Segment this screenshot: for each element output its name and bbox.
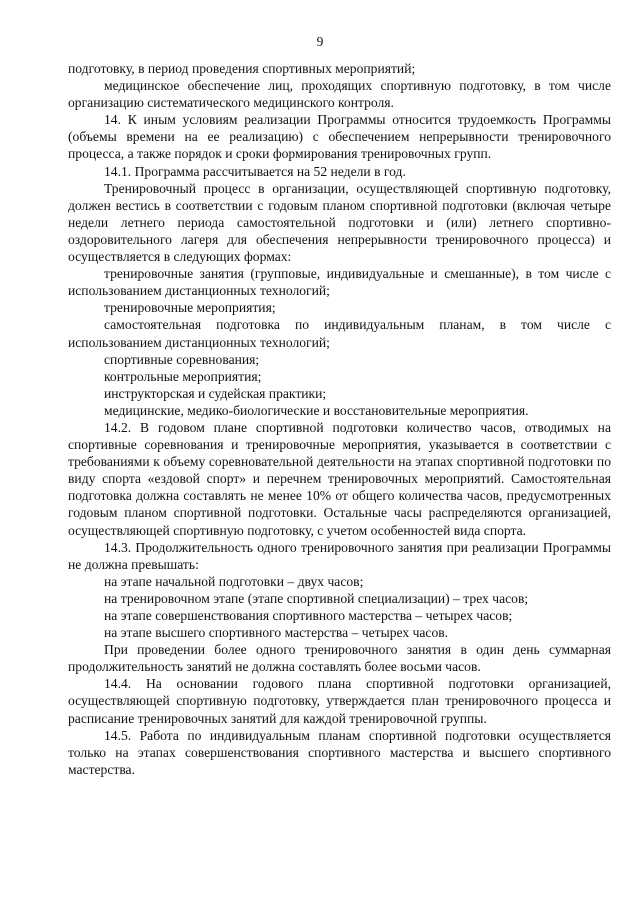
paragraph-14-4: 14.4. На основании годового плана спортивной подготовки организацией, осуществляющей спортивную подготовку, утверждается план тренировочного процесса и расписание тренировочных занятий для каждой тренировочной группы. xyxy=(68,676,611,726)
list-item-medical-events: медицинские, медико-биологические и восстановительные мероприятия. xyxy=(104,402,529,418)
paragraph-14: 14. К иным условиям реализации Программы относится трудоемкость Программы (объемы времени на ее реализацию) с обеспечением непрерывности тренировочного процесса, а также порядок и сроки формирования тренировочных групп. xyxy=(68,112,611,162)
paragraph-14-5: 14.5. Работа по индивидуальным планам спортивной подготовки осуществляется только на этапах совершенствования спортивного мастерства и высшего спортивного мастерства. xyxy=(68,727,611,777)
list-item-highest-stage: на этапе высшего спортивного мастерства – четырех часов. xyxy=(104,625,449,641)
paragraph-multiple-sessions: При проведении более одного тренировочного занятия в один день суммарная продолжительность занятий не должна составлять более восьми часов. xyxy=(68,642,611,675)
list-item-initial-stage: на этапе начальной подготовки – двух часов; xyxy=(104,573,364,589)
list-item-self-training: самостоятельная подготовка по индивидуальным планам, в том числе с использованием дистанционных технологий; xyxy=(68,317,611,350)
paragraph-14-1: 14.1. Программа рассчитывается на 52 недели в год. xyxy=(104,163,406,179)
page-number: 9 xyxy=(316,34,324,49)
paragraph-training-process: Тренировочный процесс в организации, осуществляющей спортивную подготовку, должен вестись в соответствии с годовым планом спортивной подготовки (включая четыре недели летнего периода самостоятельной подготовки и (или) летнего спортивно-оздоровительного лагеря для обеспечения непрерывности тренировочного процесса) и осуществляется в следующих формах: xyxy=(68,180,611,265)
paragraph-medical-support: медицинское обеспечение лиц, проходящих спортивную подготовку, в том числе организацию систематического медицинского контроля. xyxy=(68,78,611,111)
list-item-control-events: контрольные мероприятия; xyxy=(104,368,262,384)
list-item-training-sessions: тренировочные занятия (групповые, индивидуальные и смешанные), в том числе с использованием дистанционных технологий; xyxy=(68,266,611,299)
paragraph-continuation: подготовку, в период проведения спортивных мероприятий; xyxy=(68,61,416,76)
list-item-improvement-stage: на этапе совершенствования спортивного мастерства – четырех часов; xyxy=(104,608,513,623)
paragraph-14-2: 14.2. В годовом плане спортивной подготовки количество часов, отводимых на спортивные соревнования и тренировочные мероприятия, указывается в соответствии с требованиями к объему соревновательной деятельности на этапах спортивной подготовки по виду спорта «ездовой спорт» и перечнем тренировочных мероприятий. Самостоятельная подготовка должна составлять не менее 10% от общего количества часов, предусмотренных годовым планом спортивной подготовки. Остальные часы распределяются организацией, осуществляющей спортивную подготовку, с учетом особенностей вида спорта. xyxy=(68,419,611,538)
paragraph-14-3: 14.3. Продолжительность одного тренировочного занятия при реализации Программы не должна превышать: xyxy=(68,539,611,572)
document-body xyxy=(68,60,611,778)
list-item-competitions: спортивные соревнования; xyxy=(104,351,260,367)
list-item-training-stage: на тренировочном этапе (этапе спортивной специализации) – трех часов; xyxy=(104,590,529,606)
list-item-training-events: тренировочные мероприятия; xyxy=(104,300,276,316)
list-item-instructor-practice: инструкторская и судейская практики; xyxy=(104,385,327,401)
